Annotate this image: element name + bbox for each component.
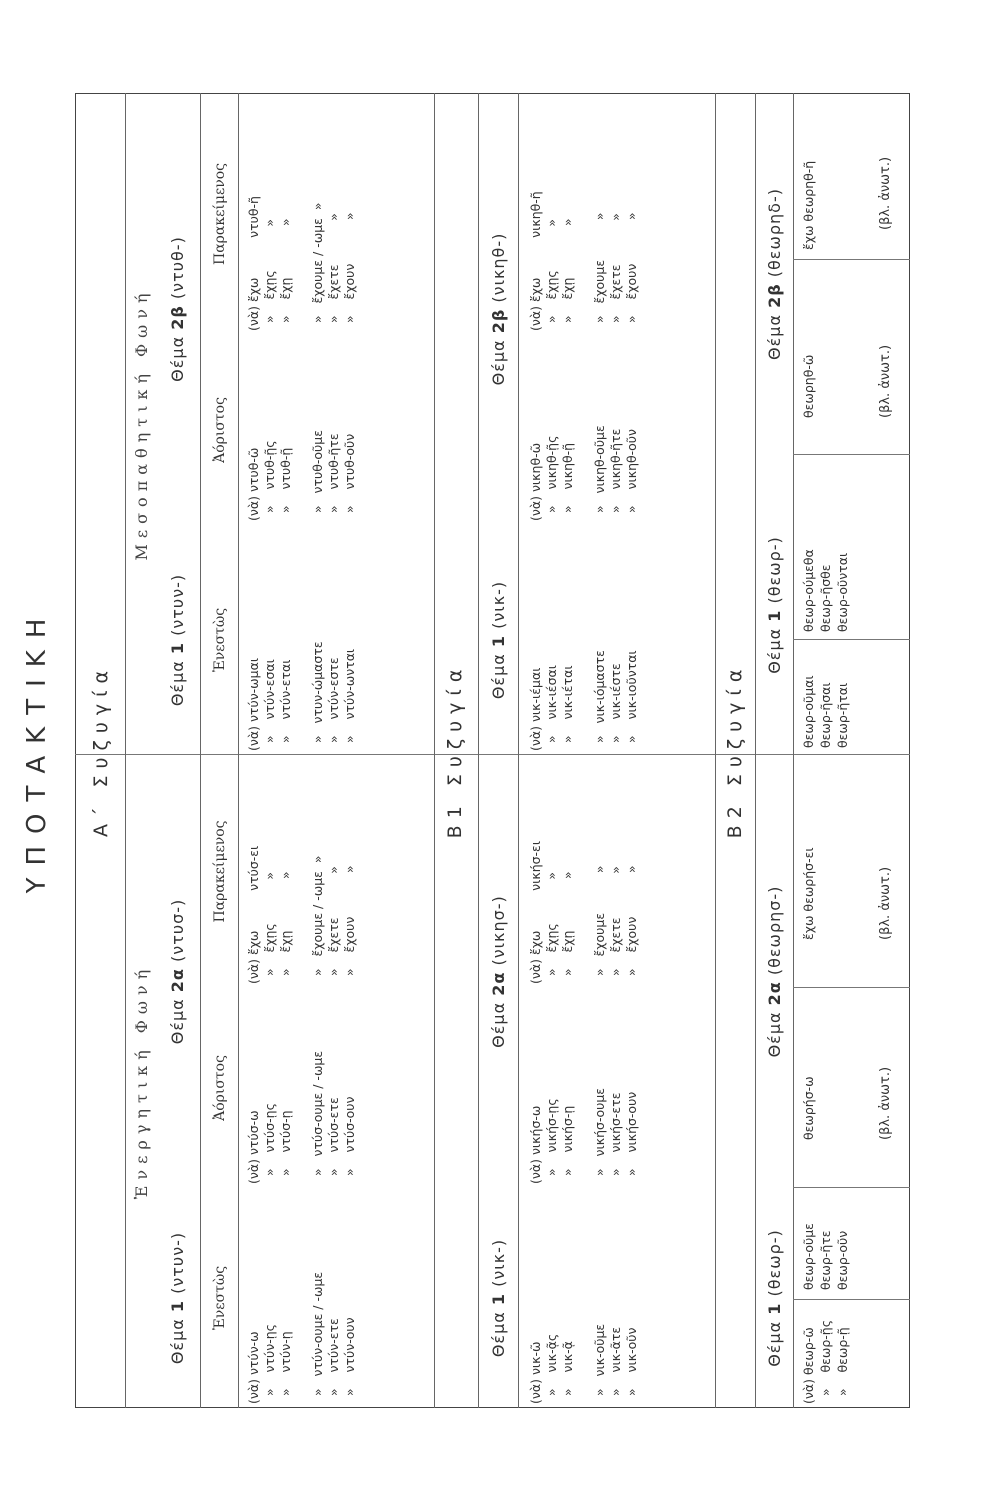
b1-top-rule	[434, 93, 435, 1408]
ref-note-parakeimenos-active: (βλ. ἀνωτ.)	[878, 866, 893, 940]
forms-a-enestos-active: (νὰ) ντύν-ω » ντύν-ῃς » ντύν-ῃ » ντύν-ουμε / -ωμε » ντύν-ετε » ντύν-ουν	[246, 1271, 357, 1404]
b2-col-divider-1	[793, 1299, 910, 1300]
zygia-b1-heading: Β1 Συζυγία	[444, 662, 466, 839]
forms-a-enestos-middle: (νὰ) ντύν-ωμαι » ντύν-εσαι » ντύν-εται » ντυν-ώμαστε » ντύν-εστε » ντύν-ωνται	[246, 641, 357, 751]
forms-a-parakeimenos-active: (νὰ) ἔχω ντύσ-ει » ἔχῃς » » ἔχῃ » » ἔχουμε / -ωμε » » ἔχετε » » ἔχουν »	[246, 845, 357, 984]
theme-b2-2b-middle: Θέμα 2β (θεωρηδ-)	[765, 188, 784, 360]
ref-note-aoristos-active: (βλ. ἀνωτ.)	[878, 1066, 893, 1140]
forms-b2-enestos-middle-singular: θεωρ-οῦμαι θεωρ-ῆσαι θεωρ-ῆται	[801, 675, 850, 748]
b2-col-divider-5	[793, 454, 910, 455]
forms-b1-enestos-active: (νὰ) νικ-ῶ » νικ-ᾷς » νικ-ᾷ » νικ-οῦμε » νικ-ᾶτε » νικ-οῦν	[528, 1323, 639, 1404]
theme-a-1-active: Θέμα 1 (ντυν-)	[168, 1231, 187, 1365]
b2-col-divider-3	[793, 987, 910, 988]
forms-a-parakeimenos-middle: (νὰ) ἔχω ντυθ-ῆ » ἔχῃς » » ἔχῃ » » ἔχουμε / -ωμε » » ἔχετε » » ἔχουν »	[246, 196, 357, 331]
theme-a-2b-middle: Θέμα 2β (ντυθ-)	[168, 236, 187, 382]
forms-b2-aoristos-active: θεωρήσ-ω	[801, 1076, 816, 1140]
b2-col-divider-6	[793, 259, 910, 260]
zygia-a-bottom-rule	[125, 93, 126, 1408]
forms-b1-enestos-middle: (νὰ) νικ-ιέμαι » νικ-ιέσαι » νικ-ιέται » νικ-ιόμαστε » νικ-ιέστε » νικ-ιοῦνται	[528, 650, 639, 751]
b1-bottom-rule	[478, 93, 479, 1408]
forms-b2-enestos-plural: θεωρ-οῦμε θεωρ-ῆτε θεωρ-οῦν	[801, 1223, 850, 1290]
forms-b2-parakeimenos-active: ἔχω θεωρήσ-ει	[801, 847, 816, 940]
theme-a-2a-active: Θέμα 2α (ντυσ-)	[168, 898, 187, 1045]
forms-b2-enestos-singular: (νὰ) θεωρ-ῶ » θεωρ-ῇς » θεωρ-ῇ	[801, 1319, 850, 1404]
forms-b2-parakeimenos-middle: ἔχω θεωρηθ-ῆ	[801, 160, 816, 250]
tense-aoristos-active: Ἀόριστος	[212, 1055, 228, 1121]
ref-note-parakeimenos-middle: (βλ. ἀνωτ.)	[878, 156, 893, 230]
ref-note-aoristos-middle: (βλ. ἀνωτ.)	[878, 344, 893, 418]
forms-a-aoristos-middle: (νὰ) ντυθ-ῶ » ντυθ-ῇς » ντυθ-ῇ » ντυθ-οῦμε » ντυθ-ῆτε » ντυθ-οῦν	[246, 429, 357, 521]
theme-b2-1-active: Θέμα 1 (θεωρ-)	[765, 1229, 784, 1367]
voice-active-heading: Ἐνεργητική Φωνή	[132, 963, 151, 1200]
theme-b2-bottom-rule	[793, 93, 794, 1408]
theme-a-bottom-rule	[200, 93, 201, 1408]
theme-b2-2a-active: Θέμα 2α (θεωρησ-)	[765, 885, 784, 1058]
tense-parakeimenos-middle: Παρακείμενος	[212, 163, 228, 265]
b2-col-divider-4	[793, 639, 910, 640]
tense-enestos-active: Ἐνεστὼς	[212, 1265, 228, 1331]
theme-a-1-middle: Θέμα 1 (ντυν-)	[168, 573, 187, 707]
theme-b1-2b-middle: Θέμα 2β (νικηθ-)	[489, 232, 508, 386]
b2-col-divider-2	[793, 1187, 910, 1188]
tense-parakeimenos-active: Παρακείμενος	[212, 820, 228, 923]
tense-aoristos-middle: Ἀόριστος	[212, 397, 228, 463]
b2-top-rule	[715, 93, 716, 1408]
theme-b2-1-middle: Θέμα 1 (θεωρ-)	[765, 536, 784, 674]
b2-bottom-rule	[755, 93, 756, 1408]
tense-enestos-middle: Ἐνεστὼς	[212, 607, 228, 673]
forms-b2-enestos-middle-plural: θεωρ-ούμεθα θεωρ-ῆσθε θεωρ-οῦνται	[801, 549, 850, 632]
page-title: ΥΠΟΤΑΚΤΙΚΗ	[22, 606, 52, 894]
forms-b1-parakeimenos-active: (νὰ) ἔχω νικήσ-ει » ἔχῃς » » ἔχῃ » » ἔχουμε » » ἔχετε » » ἔχουν »	[528, 840, 639, 984]
theme-b1-2a-active: Θέμα 2α (νικησ-)	[489, 895, 508, 1048]
theme-b1-1-active: Θέμα 1 (νικ-)	[489, 1238, 508, 1358]
tense-header-rule	[238, 93, 239, 1408]
voice-middle-heading: Μεσοπαθητική Φωνή	[132, 287, 151, 561]
forms-b1-aoristos-middle: (νὰ) νικηθ-ῶ » νικηθ-ῇς » νικηθ-ῇ » νικηθ-οῦμε » νικηθ-ῆτε » νικηθ-οῦν	[528, 425, 639, 521]
zygia-b2-heading: Β2 Συζυγία	[724, 662, 746, 839]
forms-b2-aoristos-middle: θεωρηθ-ῶ	[801, 354, 816, 418]
forms-b1-aoristos-active: (νὰ) νικήσ-ω » νικήσ-ῃς » νικήσ-ῃ » νικήσ-ουμε » νικήσ-ετε » νικήσ-ουν	[528, 1087, 639, 1184]
zygia-a-heading: Α΄ Συζυγία	[90, 663, 112, 838]
forms-a-aoristos-active: (νὰ) ντύσ-ω » ντύσ-ῃς » ντύσ-ῃ » ντύσ-ουμε / -ωμε » ντύσ-ετε » ντύσ-ουν	[246, 1050, 357, 1184]
theme-b1-bottom-rule	[518, 93, 519, 1408]
theme-b1-1-middle: Θέμα 1 (νικ-)	[489, 580, 508, 700]
forms-b1-parakeimenos-middle: (νὰ) ἔχω νικηθ-ῆ » ἔχῃς » » ἔχῃ » » ἔχουμε » » ἔχετε » » ἔχουν »	[528, 191, 639, 331]
